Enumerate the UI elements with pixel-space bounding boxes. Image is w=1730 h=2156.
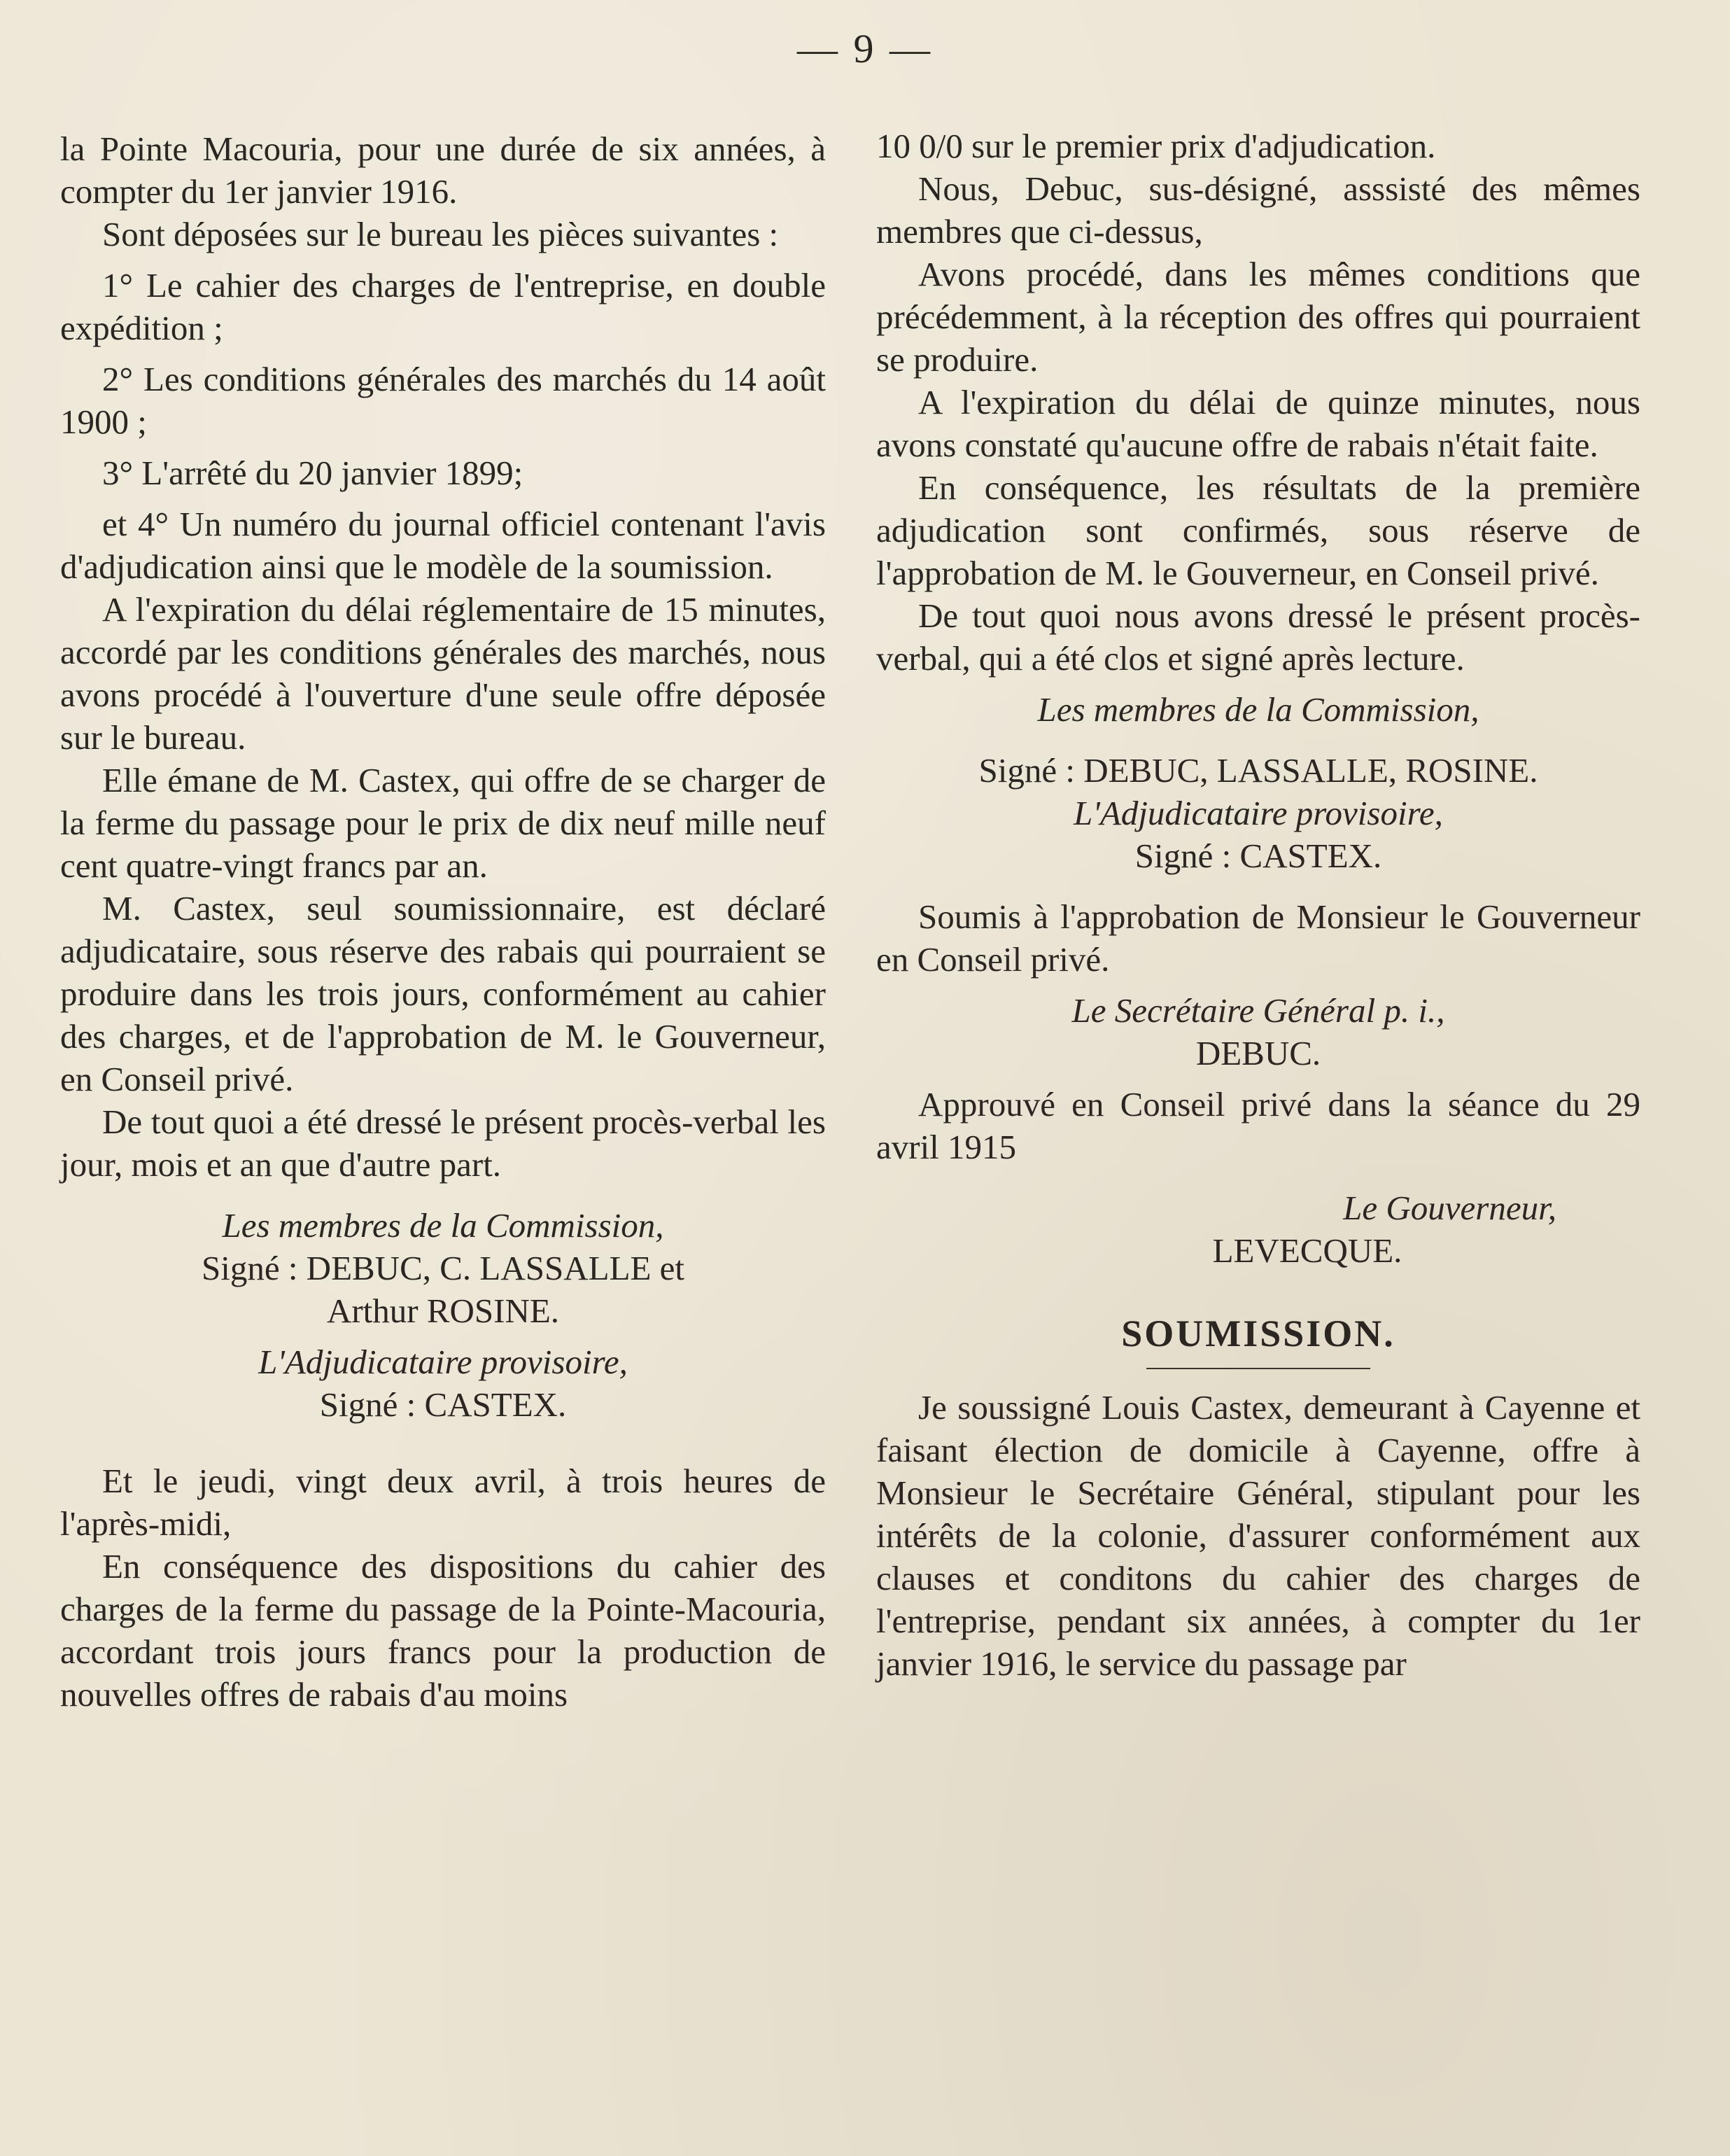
- commission-title: Les membres de la Commission,: [222, 1206, 664, 1245]
- paragraph: De tout quoi nous avons dressé le présent procès-verbal, qui a été clos et signé après lecture.: [876, 596, 1640, 678]
- paragraph: Soumis à l'approbation de Monsieur le Gouverneur en Conseil privé.: [876, 897, 1640, 979]
- page-number: — 9 —: [797, 26, 933, 71]
- paragraph: la Pointe Macouria, pour une durée de six années, à compter du 1er janvier 1916.: [60, 130, 826, 211]
- gouverneur-name: LEVECQUE.: [1212, 1231, 1402, 1270]
- paragraph: Je soussigné Louis Castex, demeurant à Cayenne et faisant élection de domicile à Cayenne, offre à Monsieur le Secrétaire Général, stipulant pour les intérêts de la colonie, d'assurer conformément aux clauses et conditons du cahier des charges de l'entreprise, pendant six années, à compter du 1er janvier 1916, le service du passage par: [876, 1388, 1640, 1683]
- paragraph: 10 0/0 sur le premier prix d'adjudication.: [876, 127, 1436, 165]
- paragraph: Nous, Debuc, sus-désigné, asssisté des mêmes membres que ci-dessus,: [876, 169, 1640, 251]
- paragraph: Sont déposées sur le bureau les pièces suivantes :: [102, 215, 779, 253]
- commission-title: Les membres de la Commission,: [1037, 690, 1479, 729]
- commission-signatures-continued: Arthur ROSINE.: [326, 1292, 560, 1330]
- secretaire-title: Le Secrétaire Général p. i.,: [1071, 991, 1445, 1030]
- list-item: et 4° Un numéro du journal officiel contenant l'avis d'adjudication ainsi que le modèle de la soumission.: [60, 505, 826, 586]
- paragraph: Approuvé en Conseil privé dans la séance du 29 avril 1915: [876, 1085, 1640, 1166]
- adjudicataire-title: L'Adjudicataire provisoire,: [1074, 794, 1443, 832]
- list-item: 2° Les conditions générales des marchés du 14 août 1900 ;: [60, 360, 826, 441]
- paragraph: De tout quoi a été dressé le présent procès-verbal les jour, mois et an que d'autre part.: [60, 1102, 826, 1184]
- paragraph: Avons procédé, dans les mêmes conditions que précédemment, à la réception des offres qui pourraient se produire.: [876, 255, 1640, 379]
- paragraph: Elle émane de M. Castex, qui offre de se charger de la ferme du passage pour le prix de dix neuf mille neuf cent quatre-vingt francs par an.: [60, 761, 826, 885]
- adjudicataire-signature: Signé : CASTEX.: [319, 1385, 567, 1424]
- heading-rule: [1146, 1368, 1370, 1369]
- section-heading: SOUMISSION.: [1121, 1312, 1395, 1354]
- secretaire-name: DEBUC.: [1195, 1034, 1321, 1072]
- paragraph: En conséquence, les résultats de la première adjudication sont confirmés, sous réserve de l'approbation de M. le Gouverneur, en Conseil privé.: [876, 468, 1640, 592]
- paragraph: En conséquence des dispositions du cahier des charges de la ferme du passage de la Pointe-Macouria, accordant trois jours francs pour la production de nouvelles offres de rabais d'au moins: [60, 1547, 826, 1714]
- gouverneur-title: Le Gouverneur,: [1343, 1189, 1556, 1227]
- list-item: 1° Le cahier des charges de l'entreprise, en double expédition ;: [60, 266, 826, 347]
- list-item: 3° L'arrêté du 20 janvier 1899;: [102, 454, 523, 492]
- paragraph: A l'expiration du délai réglementaire de 15 minutes, accordé par les conditions générales des marchés, nous avons procédé à l'ouverture d'une seule offre déposée sur le bureau.: [60, 590, 826, 757]
- left-column: [60, 127, 826, 1716]
- adjudicataire-signature: Signé : CASTEX.: [1134, 836, 1382, 875]
- paragraph: M. Castex, seul soumissionnaire, est déclaré adjudicataire, sous réserve des rabais qui pourraient se produire dans les trois jours, conformément au cahier des charges, et de l'approbation de M. le Gouverneur, en Conseil privé.: [60, 889, 826, 1098]
- right-column: [876, 125, 1640, 1685]
- paragraph: A l'expiration du délai de quinze minutes, nous avons constaté qu'aucune offre de rabais n'était faite.: [876, 383, 1640, 464]
- commission-signatures: Signé : DEBUC, LASSALLE, ROSINE.: [978, 751, 1538, 790]
- commission-signatures: Signé : DEBUC, C. LASSALLE et: [201, 1249, 685, 1287]
- paragraph: Et le jeudi, vingt deux avril, à trois heures de l'après-midi,: [60, 1462, 826, 1543]
- adjudicataire-title: L'Adjudicataire provisoire,: [258, 1343, 628, 1381]
